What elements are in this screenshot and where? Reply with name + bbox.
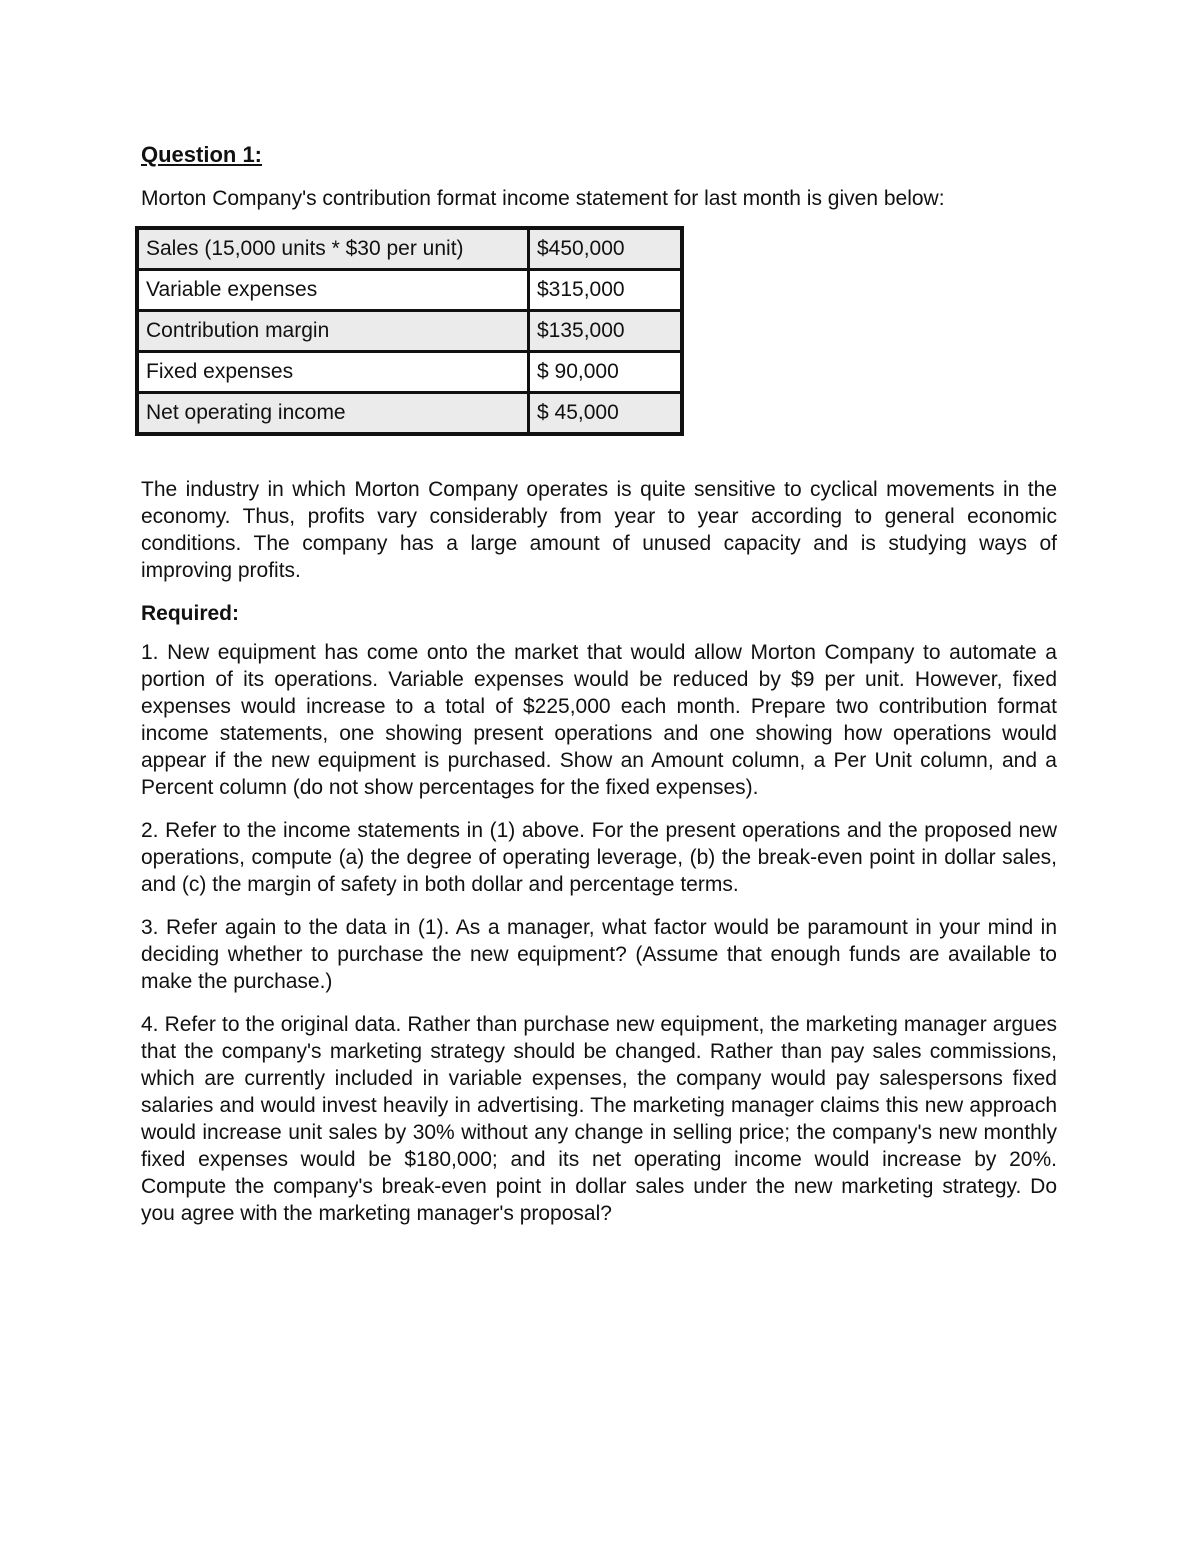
row-value: $315,000 [529,270,683,311]
table-row [137,393,682,435]
row-value: $ 90,000 [529,352,683,393]
table-row [137,228,682,270]
intro-text: Morton Company's contribution format income statement for last month is given below: [141,187,945,210]
document-page [141,140,1057,1243]
requirement-2: 2. Refer to the income statements in (1) above. For the present operations and the proposed new operations, compute (a) the degree of operating leverage, (b) the break-even point in dollar sales, and (c) the margin of safety in both dollar and percentage terms. [141,819,1057,896]
row-label: Fixed expenses [137,352,529,393]
row-label: Contribution margin [137,311,529,352]
income-statement-table [135,226,684,436]
row-value: $135,000 [529,311,683,352]
table-row [137,270,682,311]
row-value: $ 45,000 [529,393,683,435]
row-label: Net operating income [137,393,529,435]
requirement-4: 4. Refer to the original data. Rather than purchase new equipment, the marketing manager argues that the company's marketing strategy should be changed. Rather than pay sales commissions, which are currently included in variable expenses, the company would pay salespersons fixed salaries and would invest heavily in advertising. The marketing manager claims this new approach would increase unit sales by 30% without any change in selling price; the company's new monthly fixed expenses would be $180,000; and its net operating income would increase by 20%. Compute the company's break-even point in dollar sales under the new marketing strategy. Do you agree with the marketing manager's proposal? [141,1013,1057,1225]
requirement-1: 1. New equipment has come onto the market that would allow Morton Company to automate a portion of its operations. Variable expenses would be reduced by $9 per unit. However, fixed expenses would increase to a total of $225,000 each month. Prepare two contribution format income statements, one showing present operations and one showing how operations would appear if the new equipment is purchased. Show an Amount column, a Per Unit column, and a Percent column (do not show percentages for the fixed expenses). [141,641,1057,799]
requirement-3: 3. Refer again to the data in (1). As a manager, what factor would be paramount in your mind in deciding whether to purchase the new equipment? (Assume that enough funds are available to make the purchase.) [141,916,1057,993]
context-paragraph: The industry in which Morton Company operates is quite sensitive to cyclical movements in the economy. Thus, profits vary considerably from year to year according to general economic conditions. The company has a large amount of unused capacity and is studying ways of improving profits. [141,478,1057,582]
row-label: Sales (15,000 units * $30 per unit) [137,228,529,270]
question-heading: Question 1: [141,142,263,167]
required-label: Required: [141,602,240,625]
table-row [137,352,682,393]
row-label: Variable expenses [137,270,529,311]
row-value: $450,000 [529,228,683,270]
table-row [137,311,682,352]
